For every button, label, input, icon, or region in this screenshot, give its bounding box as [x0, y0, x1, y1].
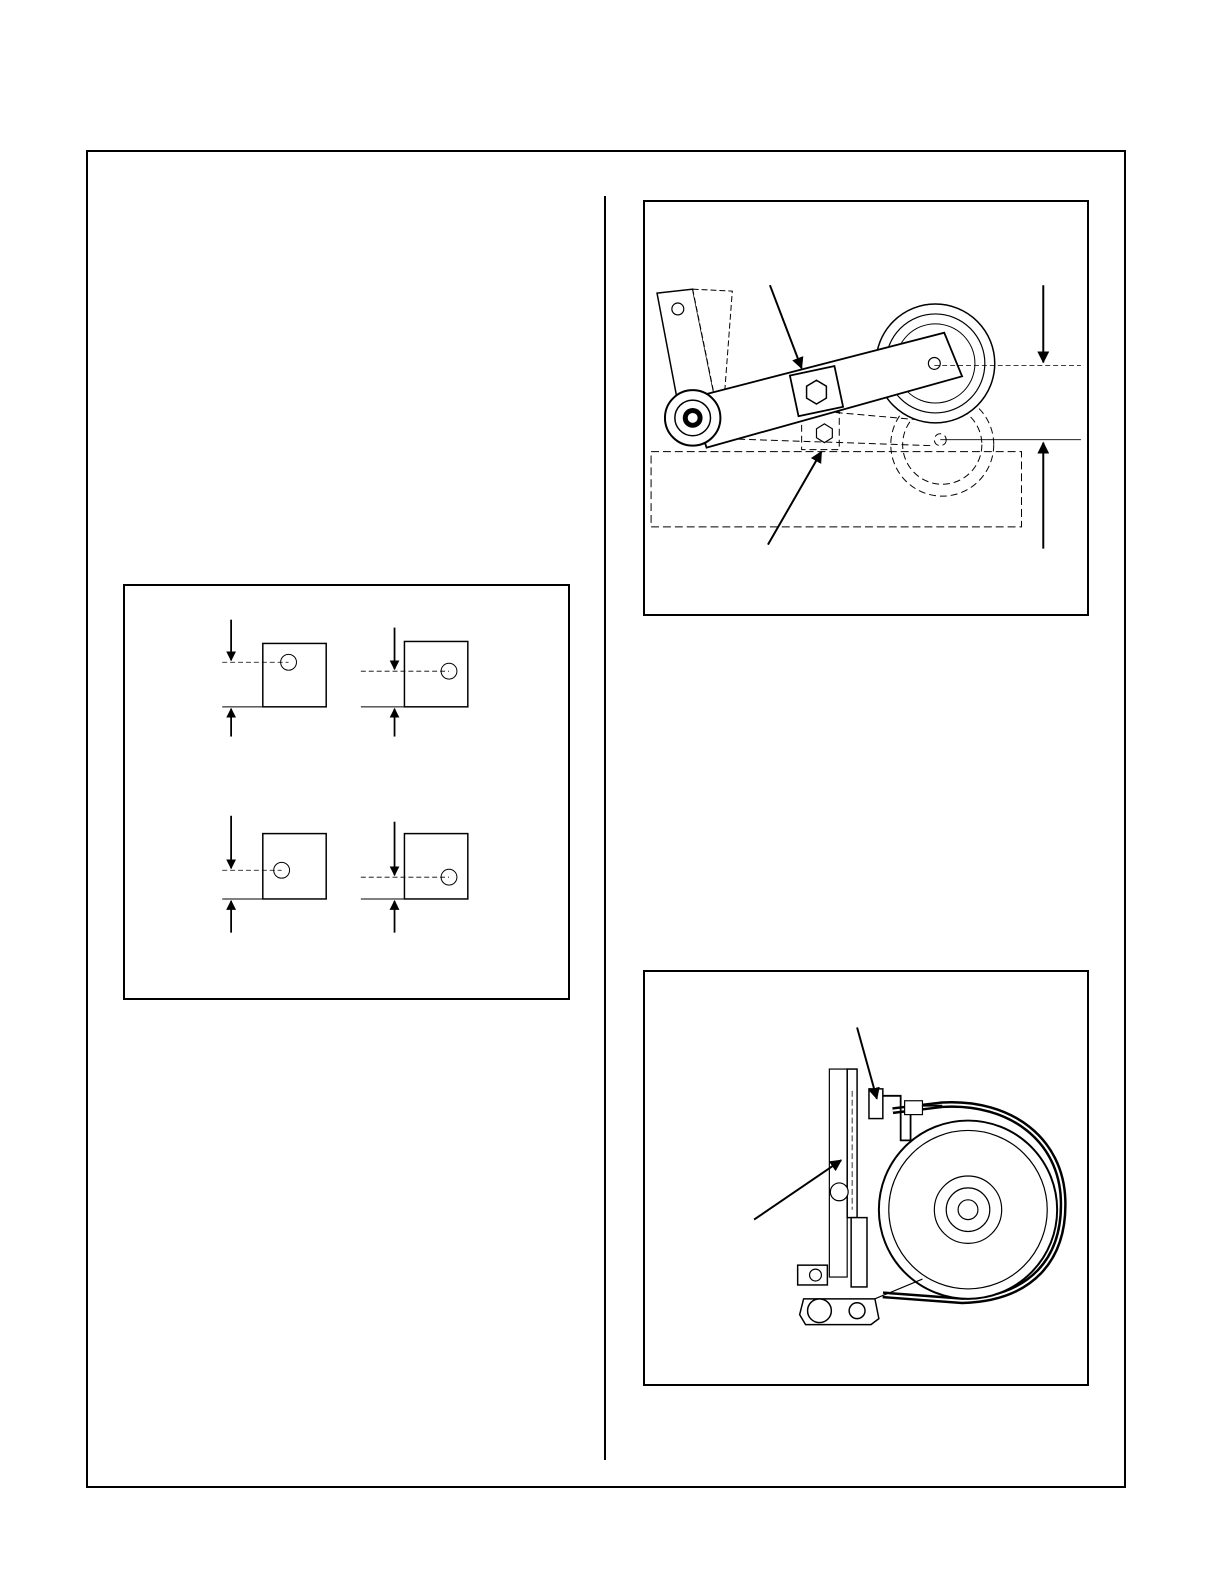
- tension-rod: [829, 1069, 867, 1287]
- base-plate-outline: [651, 452, 1021, 527]
- offset-diagram-bottom-right: [361, 822, 468, 933]
- pointer-arrow-upper-block: [770, 285, 802, 368]
- pointer-arrow-lower-block: [768, 452, 821, 545]
- figure-tension-rod: [643, 970, 1089, 1386]
- column-divider: [604, 196, 606, 1460]
- side-bolt: [830, 1183, 848, 1201]
- figure-offset-positions: [123, 584, 570, 1000]
- pointer-arrow-rod: [754, 1160, 841, 1219]
- pulley-wheel: [879, 1121, 1057, 1299]
- offset-diagram-top-right: [361, 628, 468, 737]
- offset-diagram-top-left: [222, 620, 326, 737]
- offset-diagram-bottom-left: [222, 816, 326, 933]
- offset-positions-drawing: [125, 586, 568, 998]
- tension-rod-drawing: [645, 972, 1087, 1384]
- arm-adjustment-drawing: [645, 202, 1087, 614]
- pointer-arrow-nut: [857, 1027, 877, 1098]
- figure-arm-adjustment: [643, 200, 1089, 616]
- adjustment-block: [790, 366, 843, 443]
